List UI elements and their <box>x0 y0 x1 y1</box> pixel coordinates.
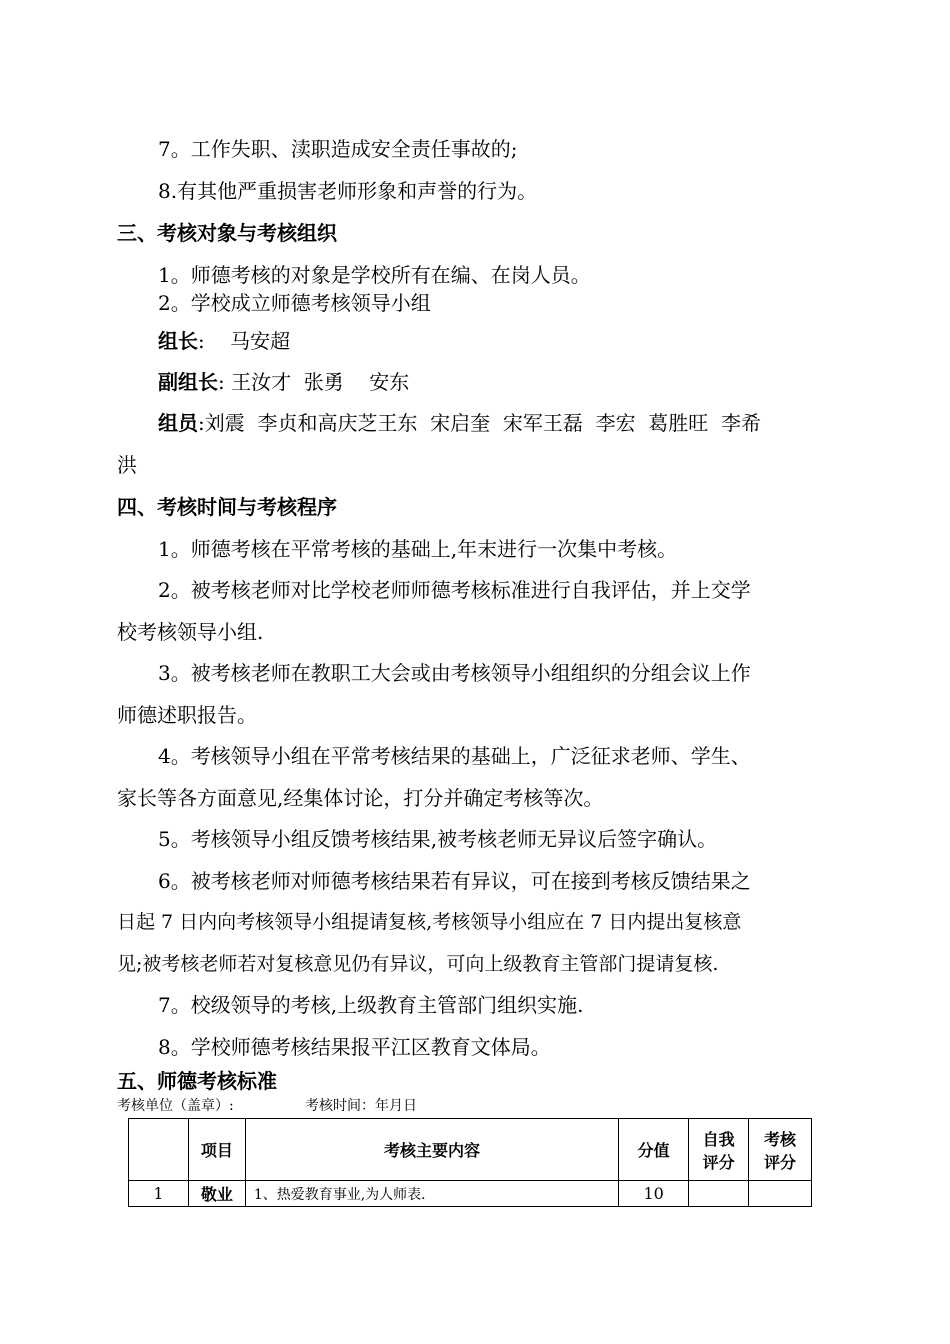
paragraph-3-1: 1。师德考核的对象是学校所有在编、在岗人员。 <box>158 263 591 287</box>
row-score: 10 <box>619 1181 689 1207</box>
header-self-score-line2: 评分 <box>702 1152 735 1172</box>
table-header-row <box>129 1119 812 1181</box>
header-self-score <box>689 1119 749 1181</box>
paragraph-4-1: 1。师德考核在平常考核的基础上,年末进行一次集中考核。 <box>158 537 678 561</box>
header-content: 考核主要内容 <box>245 1119 618 1181</box>
paragraph-4-2: 2。被考核老师对比学校老师师德考核标准进行自我评估，并上交学 <box>158 578 751 602</box>
row-self-score[interactable] <box>689 1181 749 1207</box>
paragraph-4-4-cont: 家长等各方面意见,经集体讨论，打分并确定考核等次。 <box>117 786 604 810</box>
vice-leader-line <box>158 367 878 397</box>
members-label: 组员 <box>158 411 198 435</box>
header-eval-score-line1: 考核 <box>764 1129 797 1149</box>
paragraph-4-5: 5。考核领导小组反馈考核结果,被考核老师无异议后签字确认。 <box>158 827 718 851</box>
leader-value: : 马安超 <box>198 329 291 353</box>
paragraph-4-2-cont: 校考核领导小组. <box>117 620 264 644</box>
section-heading-5: 五、师德考核标准 <box>117 1069 277 1093</box>
vice-leader-value: : 王汝才 张勇 安东 <box>218 370 410 394</box>
header-number <box>129 1119 189 1181</box>
leader-line <box>158 326 878 356</box>
header-eval-score <box>749 1119 812 1181</box>
section-heading-3: 三、考核对象与考核组织 <box>117 221 337 245</box>
header-item: 项目 <box>188 1119 245 1181</box>
row-eval-score[interactable] <box>749 1181 812 1207</box>
paragraph-4-6-cont2: 见;被考核老师若对复核意见仍有异议，可向上级教育主管部门提请复核. <box>117 953 719 975</box>
assessment-time-label: 考核时间：年月日 <box>305 1098 417 1114</box>
paragraph-item-7: 7。工作失职、渎职造成安全责任事故的; <box>158 137 518 161</box>
paragraph-4-6: 6。被考核老师对师德考核结果若有异议，可在接到考核反馈结果之 <box>158 869 751 893</box>
standards-table <box>128 1118 812 1207</box>
paragraph-item-8: 8.有其他严重损害老师形象和声誉的行为。 <box>158 179 538 203</box>
table-row <box>129 1181 812 1207</box>
members-value: :刘震 李贞和高庆芝王东 宋启奎 宋军王磊 李宏 葛胜旺 李希 <box>198 411 762 435</box>
assessment-unit-label: 考核单位（盖章）: <box>117 1098 234 1114</box>
row-item: 敬业 <box>188 1181 245 1207</box>
leader-label: 组长 <box>158 329 198 353</box>
header-score: 分值 <box>619 1119 689 1181</box>
header-eval-score-line2: 评分 <box>764 1152 797 1172</box>
paragraph-4-8: 8。学校师德考核结果报平江区教育文体局。 <box>158 1035 551 1059</box>
paragraph-3-2: 2。学校成立师德考核领导小组 <box>158 291 431 315</box>
members-continuation: 洪 <box>117 453 137 477</box>
row-number: 1 <box>129 1181 189 1207</box>
row-content: 1、热爱教育事业,为人师表. <box>245 1181 618 1207</box>
paragraph-4-6-cont1: 日起 7 日内向考核领导小组提请复核,考核领导小组应在 7 日内提出复核意 <box>117 911 742 933</box>
header-self-score-line1: 自我 <box>702 1129 735 1149</box>
section-heading-4: 四、考核时间与考核程序 <box>117 495 337 519</box>
paragraph-4-3-cont: 师德述职报告。 <box>117 703 257 727</box>
members-line <box>158 408 878 438</box>
paragraph-4-7: 7。校级领导的考核,上级教育主管部门组织实施. <box>158 993 584 1017</box>
paragraph-4-3: 3。被考核老师在教职工大会或由考核领导小组组织的分组会议上作 <box>158 661 751 685</box>
vice-leader-label: 副组长 <box>158 370 218 394</box>
paragraph-4-4: 4。考核领导小组在平常考核结果的基础上，广泛征求老师、学生、 <box>158 744 751 768</box>
